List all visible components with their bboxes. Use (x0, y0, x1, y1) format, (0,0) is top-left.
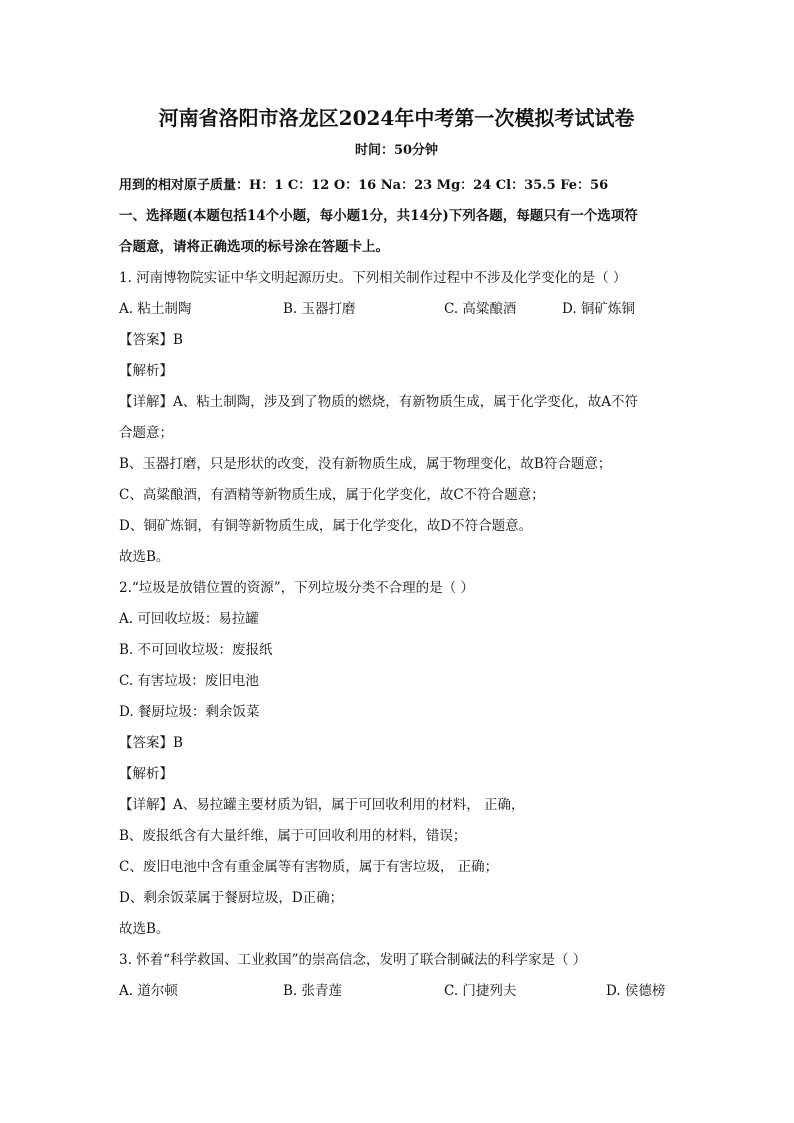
q2-option-c: C. 有害垃圾：废旧电池 (119, 673, 259, 689)
q2-option-d: D. 餐厨垃圾：剩余饭菜 (119, 704, 260, 720)
section-heading-line-2: 合题意，请将正确选项的标号涂在答题卡上。 (119, 239, 389, 255)
q1-conclusion: 故选B。 (119, 549, 170, 565)
q1-option-c: C. 高粱酿酒 (444, 301, 517, 317)
q1-detail-line: B、玉器打磨，只是形状的改变，没有新物质生成，属于物理变化，故B符合题意； (119, 456, 612, 472)
q2-conclusion: 故选B。 (119, 921, 170, 937)
q2-detail-line: 【详解】A、易拉罐主要材质为铝，属于可回收利用的材料， 正确， (119, 797, 525, 813)
q2-option-a: A. 可回收垃圾：易拉罐 (119, 611, 259, 627)
q1-option-d: D. 铜矿炼铜 (562, 301, 635, 317)
q3-option-b: B. 张青莲 (283, 983, 343, 999)
q1-detail-line: D、铜矿炼铜，有铜等新物质生成，属于化学变化，故D不符合题意。 (119, 518, 533, 534)
q1-detail-line: C、高粱酿酒，有酒精等新物质生成，属于化学变化，故C不符合题意； (119, 487, 545, 503)
section-heading-line-1: 一、选择题(本题包括14个小题，每小题1分，共14分)下列各题，每题只有一个选项符 (119, 208, 638, 224)
q1-option-a: A. 粘土制陶 (119, 301, 192, 317)
exam-time: 时间：50分钟 (354, 143, 439, 158)
q1-detail-line: 【详解】A、粘土制陶，涉及到了物质的燃烧，有新物质生成，属于化学变化，故A不符 (119, 394, 638, 410)
q1-stem: 1. 河南博物院实证中华文明起源历史。下列相关制作过程中不涉及化学变化的是（ ） (119, 270, 627, 286)
q2-answer: 【答案】B (119, 735, 183, 751)
q3-option-c: C. 门捷列夫 (444, 983, 517, 999)
q2-analysis: 【解析】 (119, 766, 173, 782)
q3-option-a: A. 道尔顿 (119, 983, 178, 999)
q1-options (119, 294, 674, 325)
q3-option-d: D. 侯德榜 (606, 983, 666, 999)
q1-detail-line: 合题意； (119, 425, 173, 441)
q1-analysis: 【解析】 (119, 363, 173, 379)
q2-detail-line: B、废报纸含有大量纤维，属于可回收利用的材料，错误； (119, 828, 467, 844)
q2-option-b: B. 不可回收垃圾：废报纸 (119, 642, 273, 658)
q3-stem: 3. 怀着“科学救国、工业救国”的崇高信念，发明了联合制碱法的科学家是（ ） (119, 952, 587, 968)
page-title: 河南省洛阳市洛龙区2024年中考第一次模拟考试试卷 (158, 106, 635, 130)
q2-detail-line: C、废旧电池中含有重金属等有害物质，属于有害垃圾， 正确； (119, 859, 499, 875)
q1-option-b: B. 玉器打磨 (283, 301, 356, 317)
q1-answer: 【答案】B (119, 332, 183, 348)
q2-stem: 2.“垃圾是放错位置的资源”，下列垃圾分类不合理的是（ ） (119, 580, 474, 596)
q2-detail-line: D、剩余饭菜属于餐厨垃圾，D正确； (119, 890, 344, 906)
atomic-masses: 用到的相对原子质量：H：1 C：12 O：16 Na：23 Mg：24 Cl：35.5 Fe：56 (119, 178, 609, 193)
q3-options (119, 976, 674, 1007)
